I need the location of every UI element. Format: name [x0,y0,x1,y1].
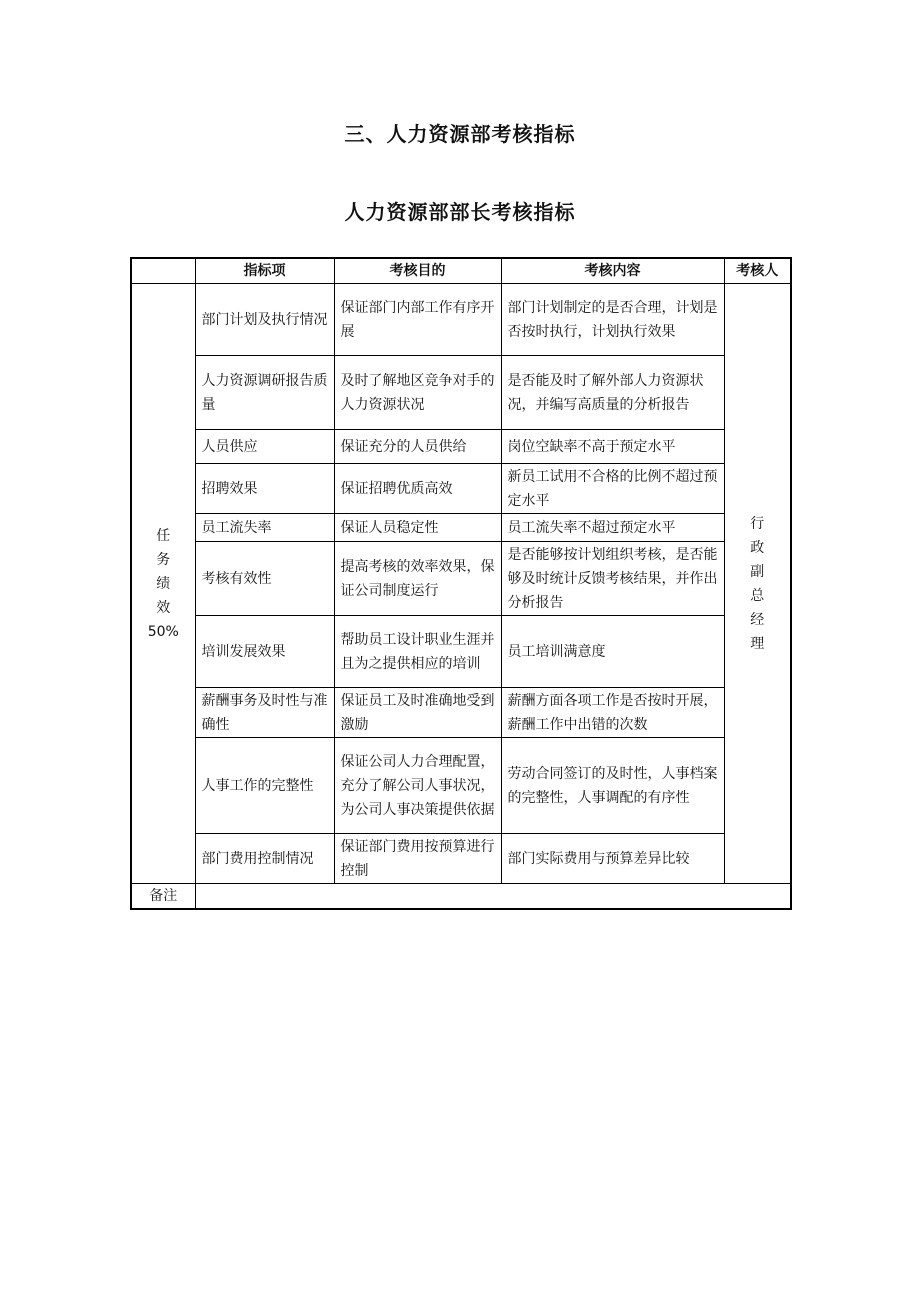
table-row [131,542,791,616]
remark-label: 备注 [131,884,195,910]
table-title: 人力资源部部长考核指标 [344,200,576,224]
row-item: 人事工作的完整性 [195,738,334,834]
row-content: 薪酬方面各项工作是否按时开展，薪酬工作中出错的次数 [501,688,724,738]
header-blank [131,258,195,284]
row-purpose: 保证部门费用按预算进行控制 [334,834,501,884]
assessor-cell [724,284,791,884]
category-char: 绩 [156,575,171,592]
section-title: 三、人力资源部考核指标 [344,122,576,146]
assessor-char: 理 [750,635,765,652]
row-item: 招聘效果 [195,464,334,514]
table-row [131,284,791,356]
row-purpose: 保证人员稳定性 [334,514,501,542]
row-content: 岗位空缺率不高于预定水平 [501,430,724,464]
row-item: 考核有效性 [195,542,334,616]
row-purpose: 及时了解地区竞争对手的人力资源状况 [334,356,501,430]
kpi-table [130,257,792,910]
category-weight: 50% [147,623,179,640]
table-header-row [131,258,791,284]
row-content: 是否能及时了解外部人力资源状况，并编写高质量的分析报告 [501,356,724,430]
table-row [131,430,791,464]
row-item: 培训发展效果 [195,616,334,688]
row-item: 人员供应 [195,430,334,464]
header-item: 指标项 [195,258,334,284]
row-item: 人力资源调研报告质量 [195,356,334,430]
row-content: 员工培训满意度 [501,616,724,688]
row-item: 员工流失率 [195,514,334,542]
row-purpose: 提高考核的效率效果，保证公司制度运行 [334,542,501,616]
row-purpose: 帮助员工设计职业生涯并且为之提供相应的培训 [334,616,501,688]
row-content: 部门实际费用与预算差异比较 [501,834,724,884]
remark-value [195,884,791,910]
table-row [131,356,791,430]
category-cell [131,284,195,884]
row-purpose: 保证部门内部工作有序开展 [334,284,501,356]
table-row [131,738,791,834]
row-content: 劳动合同签订的及时性，人事档案的完整性，人事调配的有序性 [501,738,724,834]
category-char: 务 [156,551,171,568]
category-char: 效 [156,599,171,616]
table-row [131,688,791,738]
header-content: 考核内容 [501,258,724,284]
table-row [131,464,791,514]
row-purpose: 保证招聘优质高效 [334,464,501,514]
table-row [131,834,791,884]
row-item: 薪酬事务及时性与准确性 [195,688,334,738]
table-row [131,616,791,688]
row-purpose: 保证充分的人员供给 [334,430,501,464]
header-purpose: 考核目的 [334,258,501,284]
row-content: 员工流失率不超过预定水平 [501,514,724,542]
assessor-char: 政 [750,539,765,556]
category-char: 任 [156,527,171,544]
table-row [131,514,791,542]
assessor-char: 行 [750,515,765,532]
row-content: 是否能够按计划组织考核，是否能够及时统计反馈考核结果，并作出分析报告 [501,542,724,616]
row-purpose: 保证公司人力合理配置，充分了解公司人事状况，为公司人事决策提供依据 [334,738,501,834]
header-assessor: 考核人 [724,258,791,284]
assessor-char: 副 [750,563,765,580]
remark-row [131,884,791,910]
assessor-char: 经 [750,611,765,628]
row-item: 部门费用控制情况 [195,834,334,884]
row-purpose: 保证员工及时准确地受到激励 [334,688,501,738]
row-content: 新员工试用不合格的比例不超过预定水平 [501,464,724,514]
row-content: 部门计划制定的是否合理，计划是否按时执行，计划执行效果 [501,284,724,356]
row-item: 部门计划及执行情况 [195,284,334,356]
assessor-char: 总 [750,587,765,604]
